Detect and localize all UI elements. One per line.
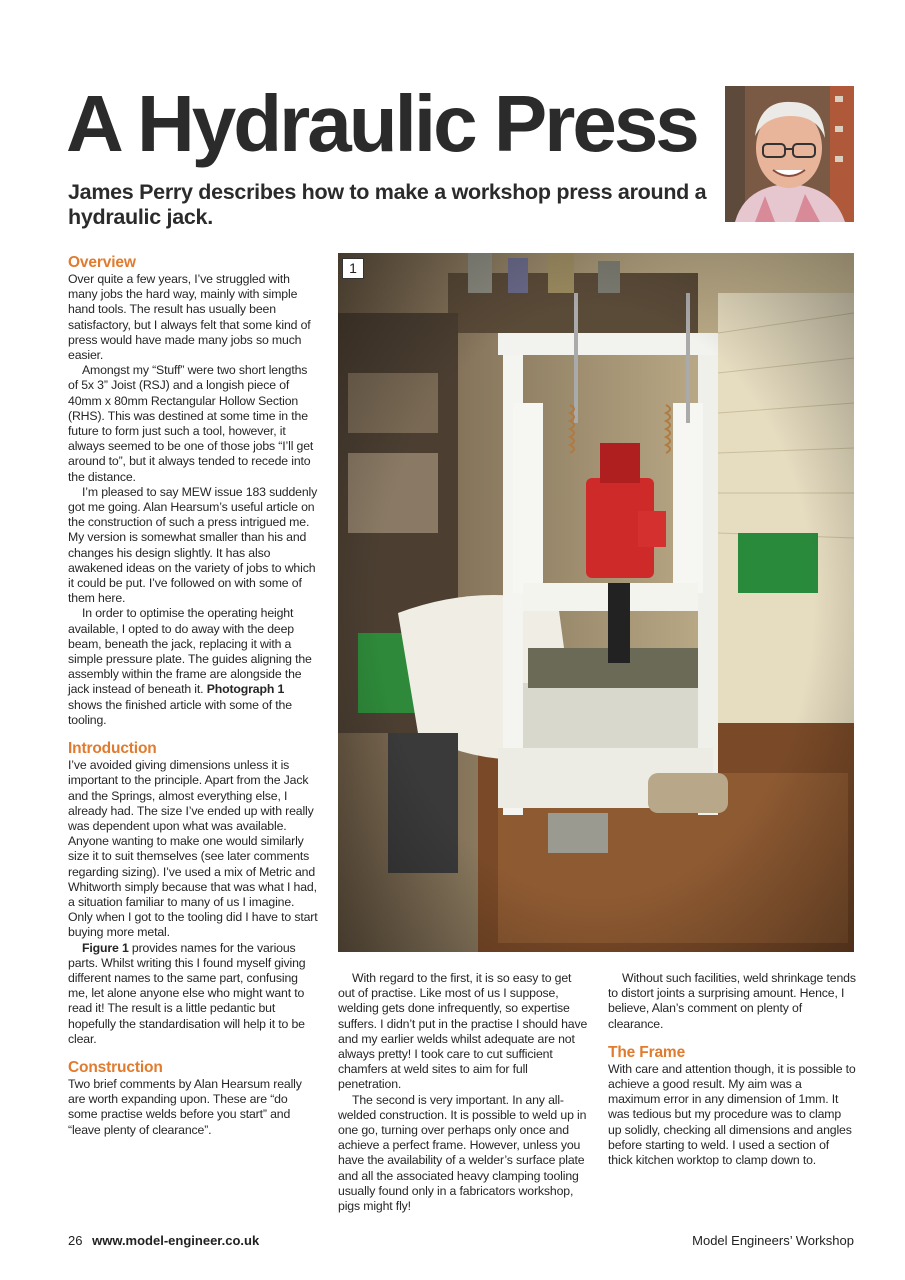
heading-construction: Construction — [68, 1058, 163, 1076]
paragraph: The second is very important. In any all-welded construction. It is possible to weld up in one go, turning over perhaps only once and achieve a perfect frame. However, unless you have the availability of a welder’s surface plate and all the associated heavy clamping tooling usually found only in a fabricators workshop, pigs might fly! — [338, 1092, 587, 1214]
heading-the-frame: The Frame — [608, 1043, 686, 1061]
paragraph-text: In order to optimise the operating height available, I opted to do away with the deep beam, beneath the jack, replacing it with a simple pressure plate. The guides aligning the assembly within the frame are alongside the jack instead of beneath it. — [68, 606, 312, 697]
paragraph — [68, 606, 318, 728]
paragraph: Amongst my “Stuff” were two short lengths of 5x 3” Joist (RSJ) and a longish piece of 40mm x 80mm Rectangular Hollow Section (RHS). This was destined at some time in the future to form just such a tool, however, it always seemed to be one of those jobs “I’ll get around to”, but it always tended to recede into the distance. — [68, 363, 314, 484]
figure-reference: Figure 1 — [82, 940, 129, 955]
article-title: A Hydraulic Press — [66, 79, 697, 168]
paragraph: I’m pleased to say MEW issue 183 suddenly got me going. Alan Hearsum’s useful article on the construction of such a press intrigued me. My version is somewhat smaller than his and changes his design slightly. It has also awakened ideas on the variety of jobs to which it could be put. I’ve followed on with some of them here. — [68, 484, 318, 606]
footer-left — [68, 1233, 259, 1249]
paragraph: Without such facilities, weld shrinkage tends to distort joints a surprising amount. Hence, I believe, Alan’s comment on plenty of clearance. — [608, 971, 856, 1031]
text-column-2 — [338, 971, 588, 1214]
paragraph-text: provides names for the various parts. Whilst writing this I found myself giving different names to the same part, confusing me, let alone anyone else who might want to read it! The result is a little pedantic but hopefully the standardisation will help it to be clear. — [68, 940, 306, 1046]
author-photo — [725, 86, 854, 222]
text-column-3 — [608, 971, 856, 1168]
heading-introduction: Introduction — [68, 740, 157, 758]
photograph-reference: Photograph 1 — [206, 682, 285, 697]
heading-overview: Overview — [68, 254, 136, 271]
article-subtitle: James Perry describes how to make a workshop press around a hydraulic jack. — [68, 180, 707, 229]
paragraph: With care and attention though, it is possible to achieve a good result. My aim was a maximum error in any dimension of 1mm. It was tedious but my procedure was to clamp up solidly, checking all dimensions and angles before starting to weld. I used a section of thick kitchen worktop to clamp down to. — [608, 1061, 856, 1168]
photograph-number: 1 — [342, 258, 364, 279]
paragraph: Over quite a few years, I’ve struggled with many jobs the hard way, mainly with simple hand tools. The result has usually been satisfactory, but I always felt that some kind of press would have made many jobs so much easier. — [68, 272, 311, 363]
paragraph: I’ve avoided giving dimensions unless it is important to the principle. Apart from the Jack and the Springs, almost everything else, I already had. The size I’ve ended up with really was dependent upon what was available. Anyone wanting to make one would similarly size it to suit themselves (see later comments regarding sizing). I’ve used a mix of Metric and Whitworth simply because that was what I had, a situation familiar to many of us I imagine. Only when I got to the tooling did I have to start buying more metal. — [68, 758, 318, 940]
magazine-name: Model Engineers’ Workshop — [692, 1233, 854, 1248]
paragraph: Two brief comments by Alan Hearsum really are worth expanding upon. These are “do some practise welds before you start” and “leave plenty of clearance”. — [68, 1076, 302, 1137]
photograph-1 — [338, 253, 854, 952]
website-link[interactable]: www.model-engineer.co.uk — [92, 1233, 260, 1248]
paragraph: With regard to the first, it is so easy to get out of practise. Like most of us I suppose, welding gets done infrequently, so expertise suffers. I didn’t put in the practise I should have and my earlier welds whilst adequate are not always pretty! I took care to cut sufficient chamfers at weld sites to aim for full penetration. — [338, 971, 588, 1092]
text-column-1 — [68, 254, 318, 1138]
paragraph-text: shows the finished article with some of the tooling. — [68, 697, 292, 727]
paragraph — [68, 941, 318, 1047]
page-number: 26 — [68, 1233, 83, 1248]
